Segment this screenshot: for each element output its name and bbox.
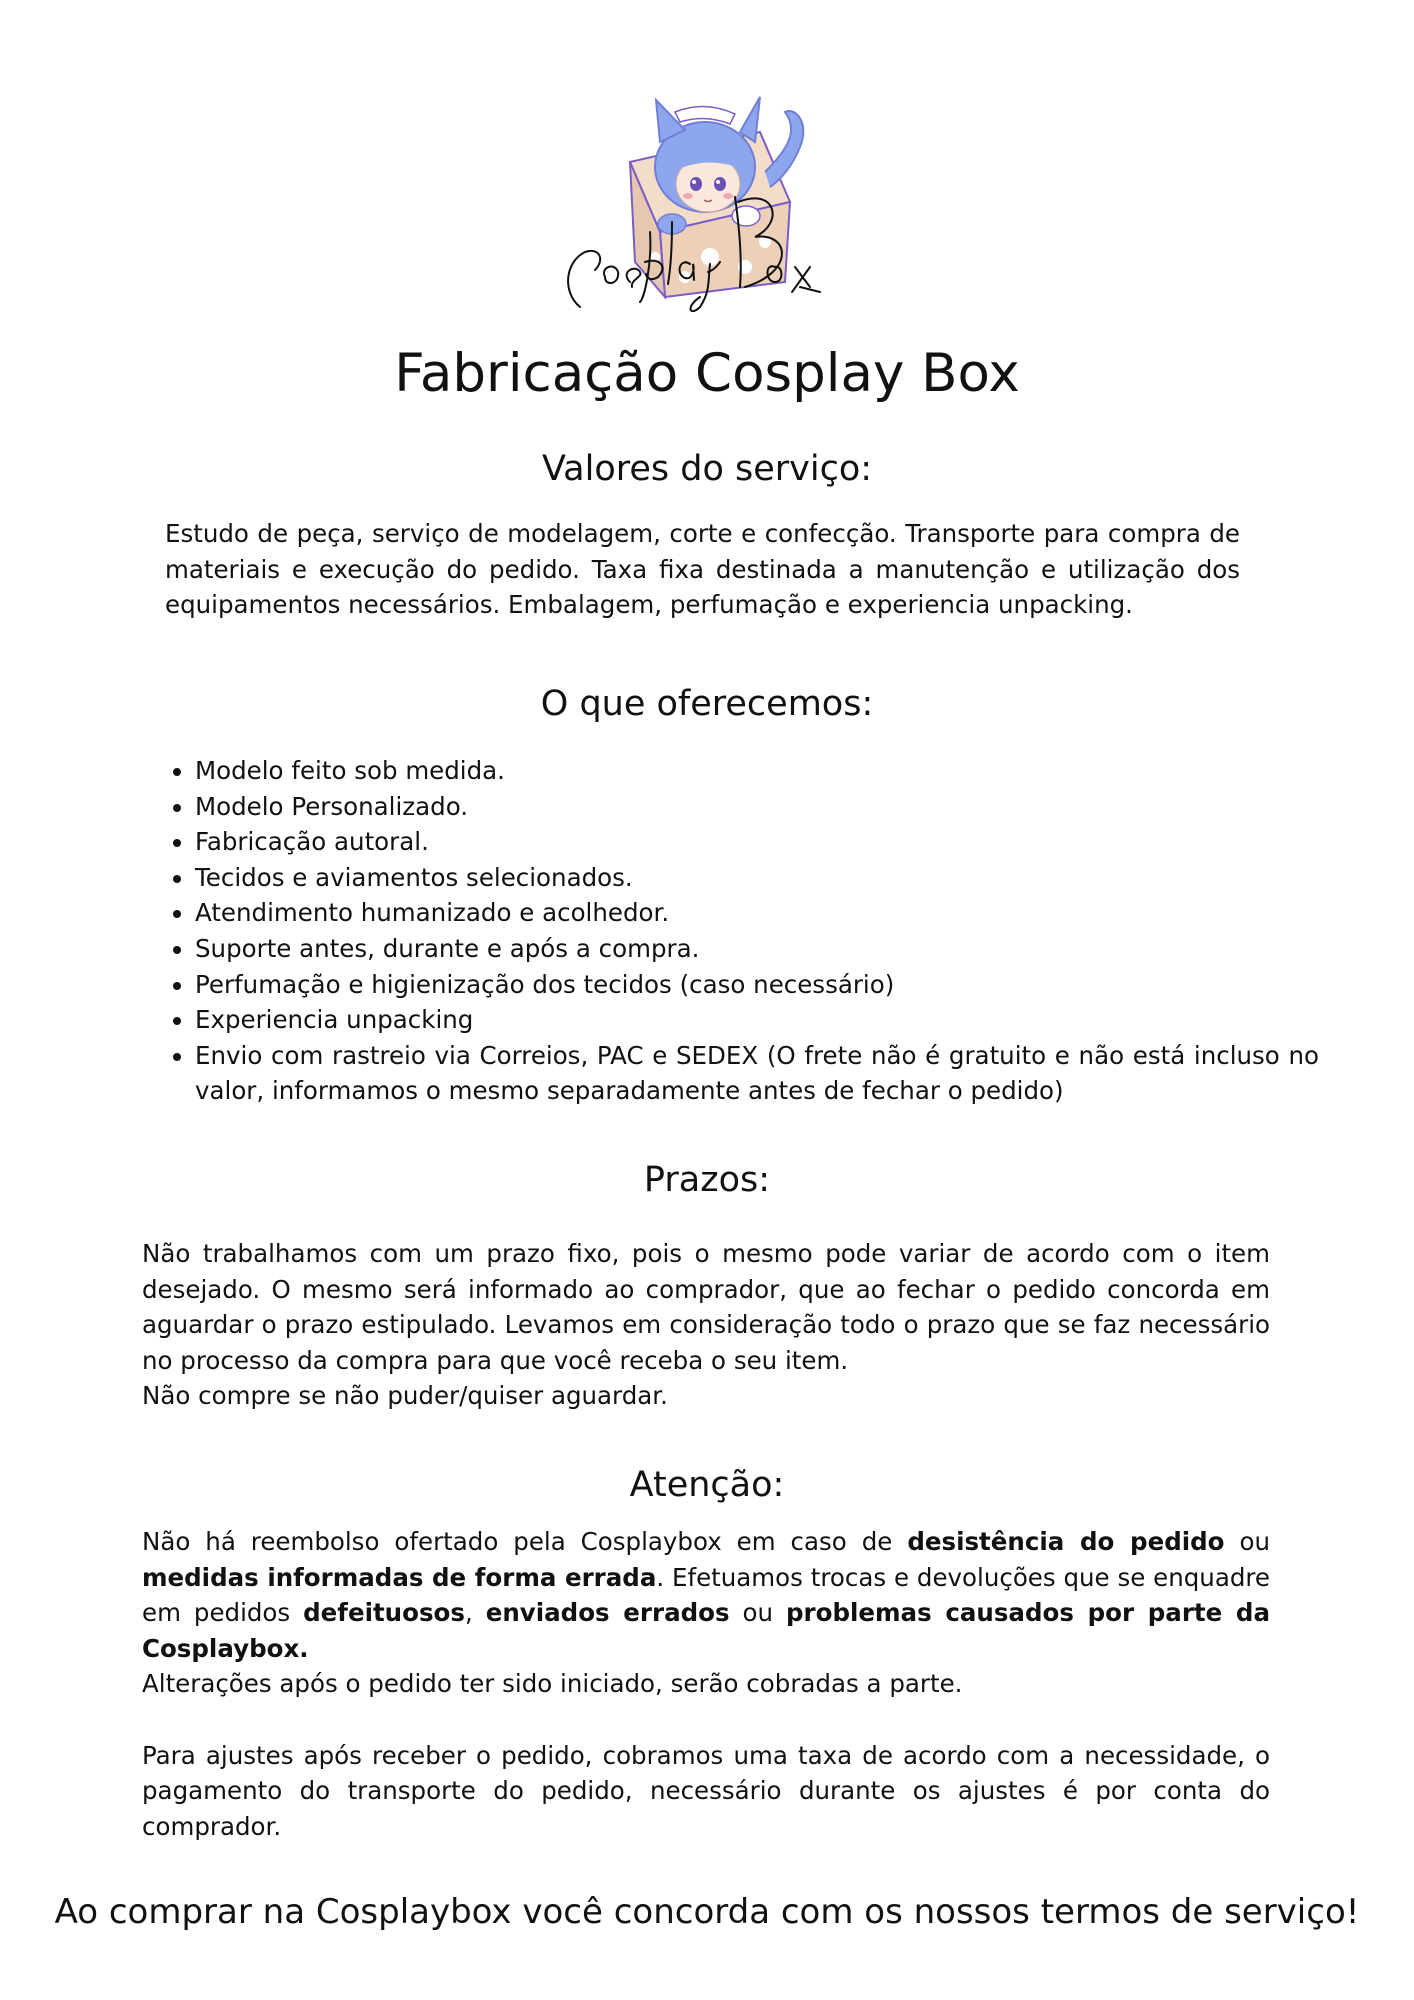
emphasis-text: medidas informadas de forma errada [142, 1562, 657, 1592]
attention-refund-text [142, 1524, 1270, 1666]
services-heading: Valores do serviço: [541, 449, 873, 489]
text-run: ou [729, 1598, 786, 1628]
text-run: Não há reembolso ofertado pela Cosplaybox em caso de [142, 1527, 908, 1556]
emphasis-text: enviados errados [485, 1598, 730, 1628]
list-item: • Suporte antes, durante e após a compra. [195, 931, 1319, 967]
list-item: • Envio com rastreio via Correios, PAC e SEDEX (O frete não é gratuito e não está incluso no valor, informamos o mesmo separadamente antes de fechar o pedido) [195, 1038, 1319, 1109]
deadlines-heading: Prazos: [643, 1160, 771, 1200]
deadlines-note: Não compre se não puder/quiser aguardar. [142, 1381, 668, 1411]
paragraph-spacer [142, 1702, 1270, 1738]
cat-girl-in-box-logo-icon [560, 92, 860, 312]
attention-changes-note: Alterações após o pedido ter sido iniciado, serão cobradas a parte. [142, 1669, 963, 1699]
list-item: • Perfumação e higienização dos tecidos (caso necessário) [195, 967, 1319, 1003]
deadlines-block [142, 1236, 1270, 1414]
list-item: • Tecidos e aviamentos selecionados. [195, 860, 1319, 896]
list-item: • Modelo Personalizado. [195, 789, 1319, 825]
text-run: ou [1224, 1527, 1270, 1556]
services-text: Estudo de peça, serviço de modelagem, corte e confecção. Transporte para compra de materiais e execução do pedido. Taxa fixa destinada a manutenção e utilização dos equipamentos necessários. Embalagem, perfumação e experiencia unpacking. [165, 519, 1240, 620]
emphasis-text: defeituosos [303, 1598, 465, 1628]
offer-heading: O que oferecemos: [540, 684, 874, 724]
list-item: • Modelo feito sob medida. [195, 753, 1319, 789]
offer-list [165, 753, 1319, 1109]
attention-heading: Atenção: [629, 1465, 785, 1505]
emphasis-text: problemas causados por parte da Cosplaybox. [142, 1598, 1270, 1663]
terms-footer: Ao comprar na Cosplaybox você concorda com os nossos termos de serviço! [54, 1892, 1360, 1932]
list-item: • Atendimento humanizado e acolhedor. [195, 895, 1319, 931]
attention-adjustments-text: Para ajustes após receber o pedido, cobramos uma taxa de acordo com a necessidade, o pagamento do transporte do pedido, necessário durante os ajustes é por conta do comprador. [142, 1740, 1270, 1841]
text-run: . Efetuamos trocas e devoluções que se enquadre em pedidos [142, 1562, 1270, 1628]
emphasis-text: desistência do pedido [907, 1527, 1225, 1556]
deadlines-text: Não trabalhamos com um prazo fixo, pois o mesmo pode variar de acordo com o item desejado. O mesmo será informado ao comprador, que ao fechar o pedido concorda em aguardar o prazo estipulado. Levamos em consideração todo o prazo que se faz necessário no processo da compra para que você receba o seu item. [142, 1239, 1270, 1375]
text-run: , [464, 1598, 486, 1628]
cosplay-box-logo [560, 92, 860, 312]
attention-block [142, 1524, 1270, 1844]
list-item: • Experiencia unpacking [195, 1002, 1319, 1038]
list-item: • Fabricação autoral. [195, 824, 1319, 860]
page-title: Fabricação Cosplay Box [394, 343, 1020, 404]
